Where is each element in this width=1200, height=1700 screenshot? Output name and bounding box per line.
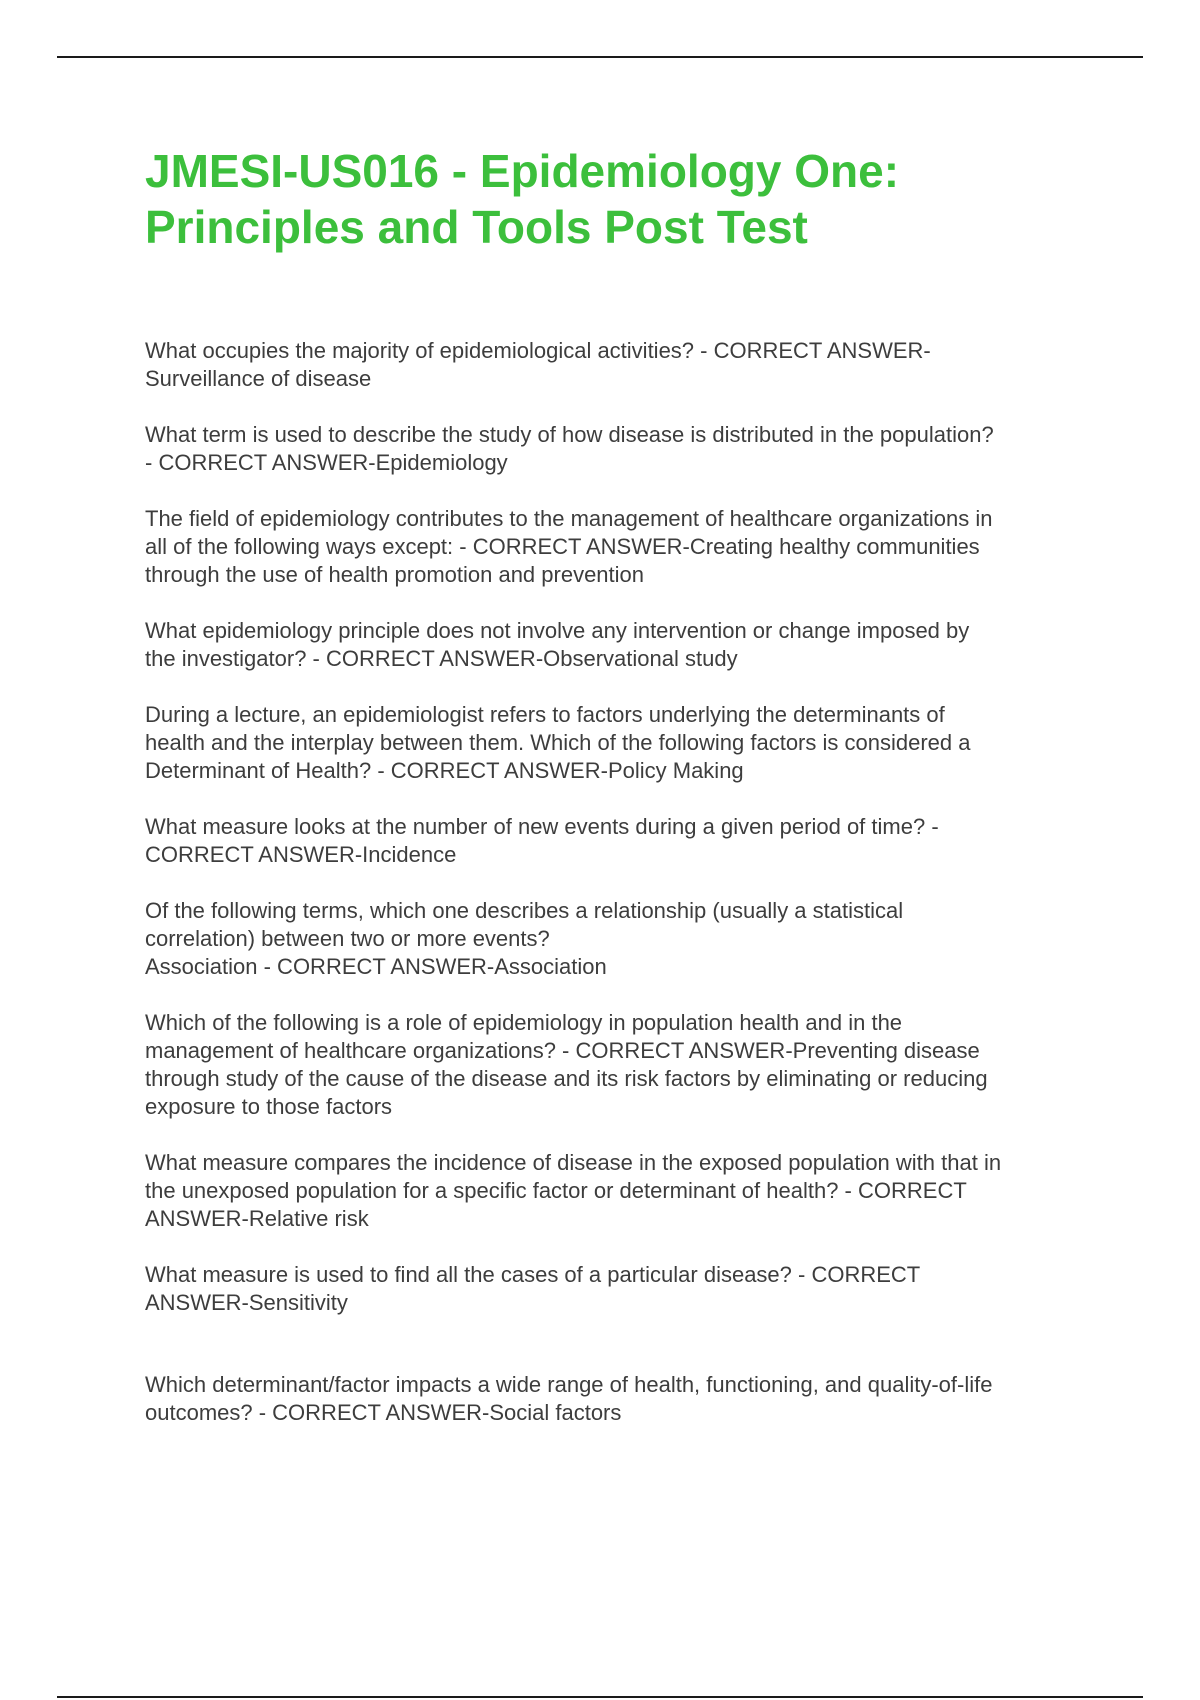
- qa-line: What epidemiology principle does not involve any intervention or change imposed by: [145, 618, 970, 643]
- qa-line: What occupies the majority of epidemiological activities? - CORRECT ANSWER-: [145, 338, 931, 363]
- qa-line: What term is used to describe the study of how disease is distributed in the population?: [145, 422, 994, 447]
- qa-line: through the use of health promotion and prevention: [145, 562, 645, 587]
- qa-item: [145, 617, 1085, 673]
- qa-line: What measure is used to find all the cases of a particular disease? - CORRECT: [145, 1262, 921, 1287]
- qa-line: Determinant of Health? - CORRECT ANSWER-Policy Making: [145, 758, 744, 783]
- qa-item: [145, 337, 1085, 393]
- qa-item: [145, 1009, 1085, 1121]
- qa-line: What measure compares the incidence of disease in the exposed population with that in: [145, 1150, 1002, 1175]
- question-answer-list: [145, 337, 1085, 1455]
- qa-line: Surveillance of disease: [145, 366, 372, 391]
- qa-line: The field of epidemiology contributes to the management of healthcare organizations in: [145, 506, 993, 531]
- qa-line: - CORRECT ANSWER-Epidemiology: [145, 450, 508, 475]
- document-title: [145, 143, 1045, 255]
- qa-item: [145, 897, 1085, 981]
- title-line-2: Principles and Tools Post Test: [145, 201, 808, 253]
- qa-item: [145, 1371, 1085, 1427]
- qa-line: outcomes? - CORRECT ANSWER-Social factors: [145, 1400, 622, 1425]
- qa-line: CORRECT ANSWER-Incidence: [145, 842, 457, 867]
- qa-line: ANSWER-Relative risk: [145, 1206, 369, 1231]
- qa-line: through study of the cause of the disease and its risk factors by eliminating or reducing: [145, 1066, 988, 1091]
- qa-line: correlation) between two or more events?: [145, 926, 550, 951]
- qa-line: Which determinant/factor impacts a wide range of health, functioning, and quality-of-life: [145, 1372, 993, 1397]
- qa-line: Which of the following is a role of epidemiology in population health and in the: [145, 1010, 903, 1035]
- qa-line: What measure looks at the number of new events during a given period of time? -: [145, 814, 939, 839]
- qa-item: [145, 701, 1085, 785]
- qa-line: management of healthcare organizations? - CORRECT ANSWER-Preventing disease: [145, 1038, 980, 1063]
- qa-item: [145, 421, 1085, 477]
- qa-line: ANSWER-Sensitivity: [145, 1290, 348, 1315]
- qa-item: [145, 813, 1085, 869]
- qa-line: the unexposed population for a specific factor or determinant of health? - CORRECT: [145, 1178, 967, 1203]
- qa-line: exposure to those factors: [145, 1094, 393, 1119]
- qa-line: all of the following ways except: - CORRECT ANSWER-Creating healthy communities: [145, 534, 980, 559]
- qa-item: [145, 1261, 1085, 1317]
- qa-line: Association - CORRECT ANSWER-Association: [145, 954, 607, 979]
- qa-line: Of the following terms, which one describes a relationship (usually a statistical: [145, 898, 904, 923]
- top-rule: [57, 56, 1143, 58]
- qa-line: the investigator? - CORRECT ANSWER-Observational study: [145, 646, 738, 671]
- bottom-rule: [57, 1696, 1143, 1698]
- qa-item: [145, 505, 1085, 589]
- qa-line: During a lecture, an epidemiologist refers to factors underlying the determinants of: [145, 702, 945, 727]
- qa-line: health and the interplay between them. Which of the following factors is considered a: [145, 730, 971, 755]
- qa-item: [145, 1149, 1085, 1233]
- title-line-1: JMESI-US016 - Epidemiology One:: [145, 145, 900, 197]
